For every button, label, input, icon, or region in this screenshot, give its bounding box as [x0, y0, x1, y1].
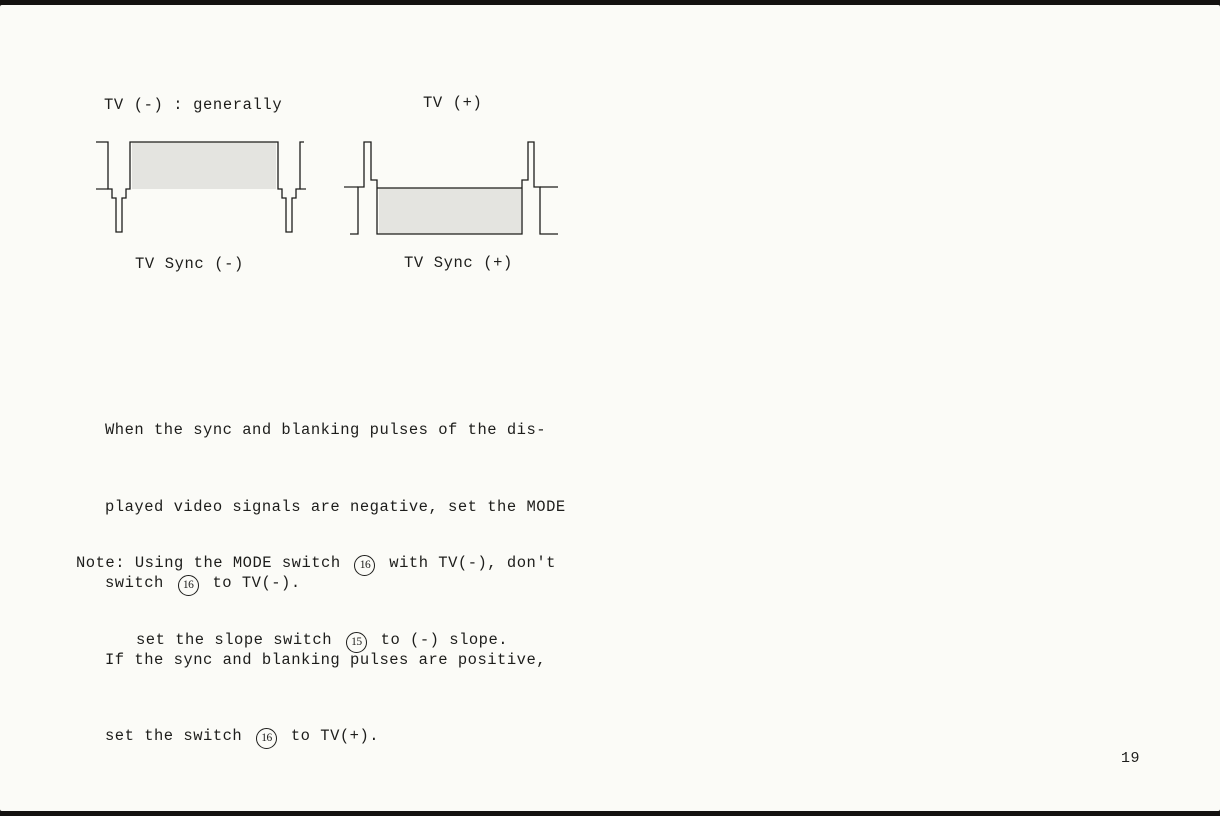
slope-switch-reference-badge: 15	[346, 632, 367, 653]
instruction-text: set the switch	[105, 727, 243, 745]
note-text: to (-) slope.	[380, 630, 509, 649]
instruction-text: to TV(-).	[212, 574, 301, 592]
note-line	[76, 628, 556, 654]
instruction-line: If the sync and blanking pulses are positive,	[105, 650, 547, 669]
note-text: with TV(-), don't	[389, 554, 556, 572]
note-label: Note:	[76, 554, 126, 572]
note-text: set the slope switch	[136, 630, 333, 649]
negative-video-region	[132, 142, 276, 189]
tv-sync-positive-caption: TV Sync (+)	[404, 254, 513, 272]
instruction-text: switch	[105, 574, 164, 592]
page-number: 19	[1120, 750, 1140, 767]
positive-video-region	[379, 188, 521, 234]
instruction-line: When the sync and blanking pulses of the dis-	[105, 421, 547, 439]
tv-sync-negative-waveform	[92, 135, 312, 235]
tv-sync-negative-caption: TV Sync (-)	[135, 255, 244, 273]
instruction-line: played video signals are negative, set the MODE	[105, 497, 566, 516]
instruction-text: to TV(+).	[290, 727, 380, 745]
tv-sync-positive-waveform	[336, 135, 566, 235]
mode-switch-reference-badge: 16	[178, 575, 199, 596]
note-text: Using the MODE switch	[134, 554, 341, 572]
instruction-line	[105, 724, 566, 750]
mode-switch-reference-badge: 16	[354, 555, 375, 576]
note-block	[76, 500, 556, 704]
note-line	[76, 551, 556, 577]
tv-positive-heading: TV (+)	[423, 94, 483, 112]
tv-negative-heading: TV (-) : generally	[104, 96, 283, 114]
mode-switch-reference-badge: 16	[256, 728, 277, 749]
manual-page	[0, 5, 1220, 811]
